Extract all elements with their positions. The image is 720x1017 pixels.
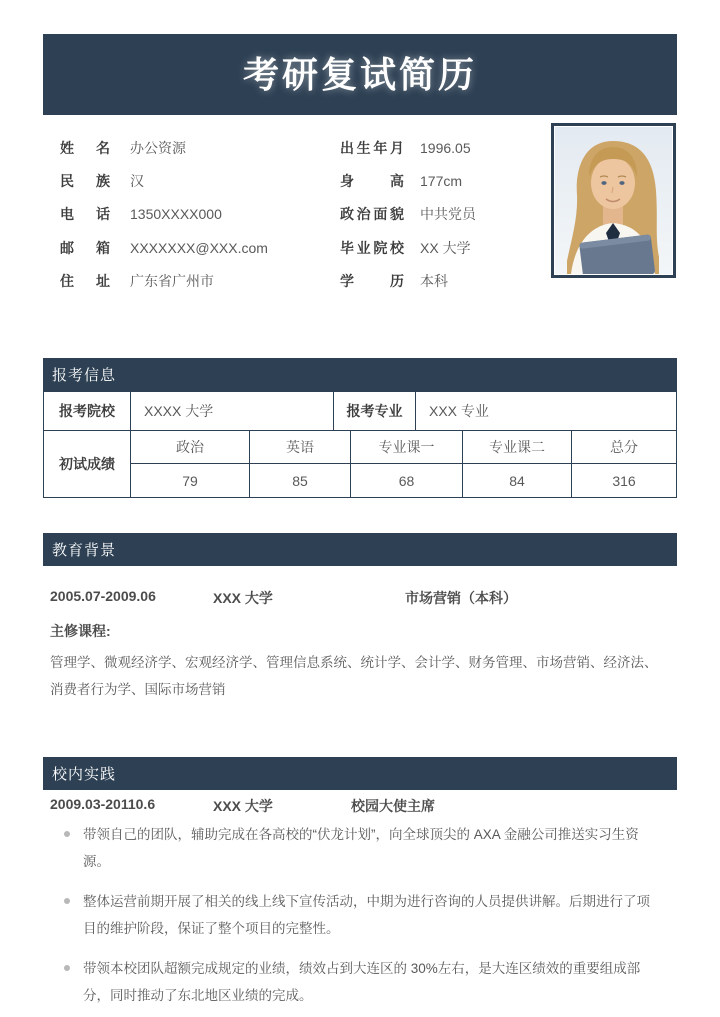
list-item <box>64 888 664 942</box>
score-header-row <box>131 431 676 464</box>
education-school: XXX 大学 <box>213 590 273 606</box>
profile-left-column <box>60 131 268 298</box>
practice-period: 2009.03-20110.6 <box>50 796 156 812</box>
section-title: 报考信息 <box>52 367 117 384</box>
field-label: 毕业院校 <box>340 239 404 256</box>
field-height <box>340 164 476 197</box>
section-header-practice <box>43 757 677 790</box>
apply-school-value: XXXX 大学 <box>131 392 334 430</box>
field-degree <box>340 265 476 298</box>
field-label: 学 历 <box>340 273 404 290</box>
scores-label: 初试成绩 <box>44 431 131 497</box>
field-address <box>60 265 268 298</box>
field-label: 邮 箱 <box>60 239 110 256</box>
bullet-icon <box>64 831 70 837</box>
bullet-icon <box>64 965 70 971</box>
score-value-row <box>131 464 676 497</box>
field-label: 民 族 <box>60 173 110 190</box>
score-header: 总分 <box>610 439 638 455</box>
score-value: 85 <box>250 464 351 497</box>
field-value: 办公资源 <box>130 139 186 156</box>
education-major: 市场营销（本科） <box>405 590 517 606</box>
practice-bullet-list <box>64 821 664 1017</box>
courses-label: 主修课程: <box>50 623 111 639</box>
application-table <box>43 391 677 498</box>
score-value: 68 <box>351 464 463 497</box>
score-header: 专业课二 <box>463 431 572 463</box>
education-period: 2005.07-2009.06 <box>50 588 156 604</box>
field-political-status <box>340 198 476 231</box>
field-label: 电 话 <box>60 206 110 223</box>
field-label: 出生年月 <box>340 139 404 156</box>
field-value: XXXXXXX@XXX.com <box>130 239 268 256</box>
practice-school: XXX 大学 <box>213 798 273 814</box>
profile-photo <box>551 123 676 278</box>
field-ethnicity <box>60 164 268 197</box>
bullet-text: 带领自己的团队，辅助完成在各高校的“伏龙计划”，向全球顶尖的 AXA 金融公司推送实习生资源。 <box>83 827 639 869</box>
section-title: 教育背景 <box>52 542 117 559</box>
list-item <box>64 955 664 1009</box>
field-label: 政治面貌 <box>340 206 404 223</box>
bullet-text: 整体运营前期开展了相关的线上线下宣传活动，中期为进行咨询的人员提供讲解。后期进行了项目的维护阶段，保证了整个项目的完整性。 <box>83 894 650 936</box>
score-header: 英语 <box>250 431 351 463</box>
field-name <box>60 131 268 164</box>
field-value: 汉 <box>130 173 144 190</box>
title-banner <box>43 34 677 115</box>
field-birthdate <box>340 131 476 164</box>
score-value: 316 <box>612 472 636 489</box>
application-school-row <box>44 392 676 431</box>
field-value: 中共党员 <box>420 206 476 223</box>
section-header-education <box>43 533 677 566</box>
profile-right-column <box>340 131 476 298</box>
score-header: 政治 <box>131 431 250 463</box>
apply-major-label: 报考专业 <box>334 392 416 430</box>
field-label: 住 址 <box>60 273 110 290</box>
score-value: 84 <box>463 464 572 497</box>
practice-entry-row <box>50 796 435 816</box>
field-value: 1996.05 <box>420 139 471 156</box>
field-value: 广东省广州市 <box>130 273 214 290</box>
bullet-text: 带领本校团队超额完成规定的业绩，绩效占到大连区的 30%左右，是大连区绩效的重要组成部分，同时推动了东北地区业绩的完成。 <box>83 961 641 1003</box>
field-phone <box>60 198 268 231</box>
field-label: 身 高 <box>340 173 404 190</box>
field-label: 姓 名 <box>60 139 110 156</box>
score-header: 专业课一 <box>351 431 463 463</box>
apply-major-value: XXX 专业 <box>429 403 489 419</box>
score-value: 79 <box>131 464 250 497</box>
section-title: 校内实践 <box>52 766 117 783</box>
courses-list: 管理学、微观经济学、宏观经济学、管理信息系统、统计学、会计学、财务管理、市场营销、经济法、消费者行为学、国际市场营销 <box>50 655 658 697</box>
practice-role: 校园大使主席 <box>351 798 435 814</box>
list-item <box>64 821 664 875</box>
application-scores-rows <box>44 431 676 497</box>
field-graduation-school <box>340 231 476 264</box>
field-value: 本科 <box>420 273 448 290</box>
field-email <box>60 231 268 264</box>
page-title: 考研复试简历 <box>242 54 477 95</box>
apply-school-label: 报考院校 <box>44 392 131 430</box>
education-entry-row <box>50 588 517 608</box>
score-grid <box>131 431 676 497</box>
portrait-illustration <box>555 127 672 274</box>
field-value: 177cm <box>420 173 463 190</box>
field-value: XX 大学 <box>420 239 471 256</box>
bullet-icon <box>64 898 70 904</box>
section-header-application <box>43 358 677 391</box>
field-value: 1350XXXX000 <box>130 206 222 223</box>
